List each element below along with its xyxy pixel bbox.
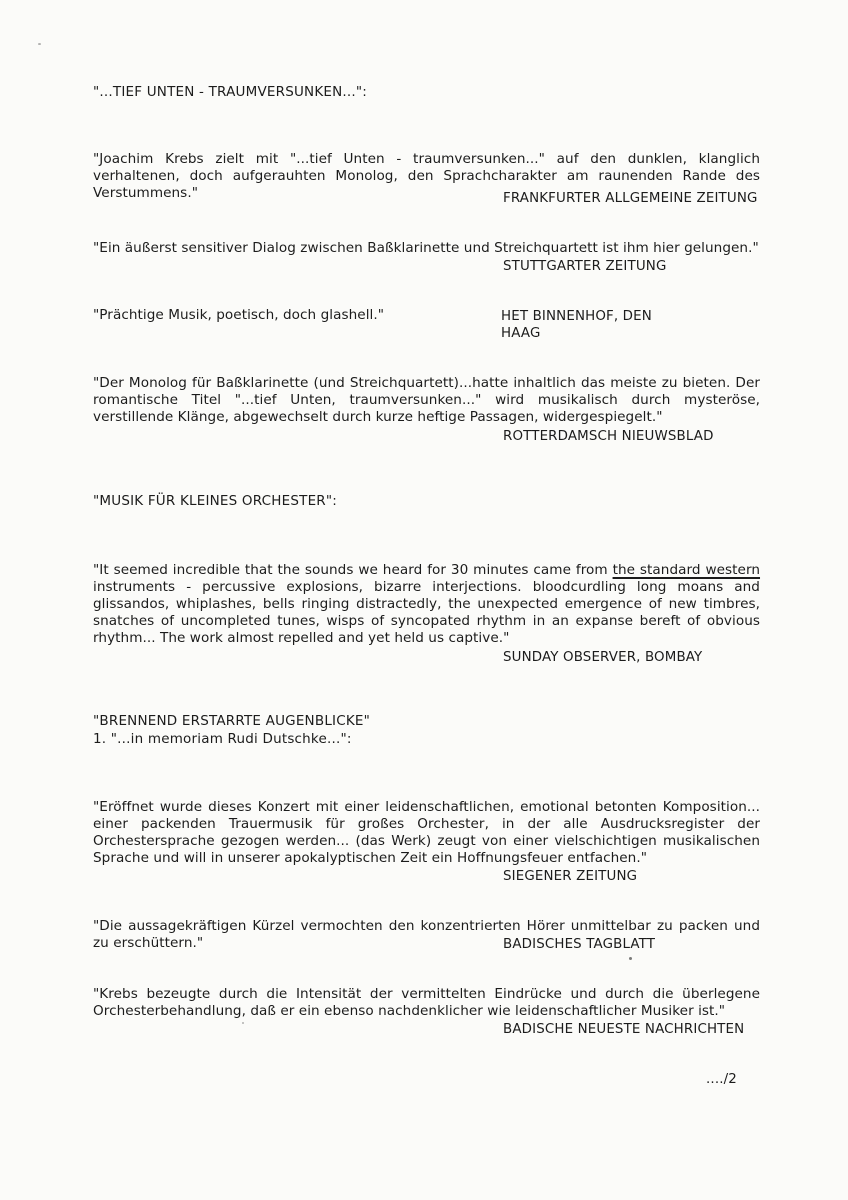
quote-text-start: "It seemed incredible that the sounds we heard for 30 minutes came from	[93, 562, 613, 578]
review-source: SIEGENER ZEITUNG	[503, 869, 638, 884]
review-source: BADISCHES TAGBLATT	[503, 937, 656, 952]
review-quote: "Der Monolog für Baßklarinette (und Streichquartett)...hatte inhaltlich das meiste zu bieten. Der romantische Titel "...tief Unten, traumversunken..." wird musikalisch durch mysteröse, verstillende Klänge, abgewechselt durch kurze heftige Passagen, widergespiegelt."	[93, 375, 760, 425]
scan-speck	[38, 43, 41, 45]
review-source: FRANKFURTER ALLGEMEINE ZEITUNG	[503, 191, 758, 206]
review-quote: "Krebs bezeugte durch die Intensität der vermittelten Eindrücke und durch die überlegene Orchesterbehandlung, daß er ein ebenso nachdenklicher wie leidenschaftlicher Musiker ist."	[93, 986, 760, 1019]
review-source: STUTTGARTER ZEITUNG	[503, 259, 667, 274]
section-heading-tief-unten: "...TIEF UNTEN - TRAUMVERSUNKEN...":	[93, 84, 368, 100]
review-source: HET BINNENHOF, DEN HAAG	[501, 309, 652, 341]
review-quote: "Ein äußerst sensitiver Dialog zwischen Baßklarinette und Streichquartett ist ihm hier gelungen."	[93, 240, 759, 256]
quote-text-end: instruments - percussive explosions, bizarre interjections. bloodcurdling long moans and glissandos, whiplashes, bells ringing distractedly, the unexpected emergence of new timbres, snatches of uncompleted tunes, wisps of syncopated rhythm in an expanse bereft of obvious rhythm... The work almost repelled and yet held us captive."	[93, 579, 760, 646]
review-source: BADISCHE NEUESTE NACHRICHTEN	[503, 1022, 745, 1037]
review-quote: "Eröffnet wurde dieses Konzert mit einer leidenschaftlichen, emotional betonten Komposition... einer packenden Trauermusik für großes Orchester, in der alle Ausdrucksregister der Orchestersprache gezogen werden... (das Werk) zeugt von einer vielschichtigen musikalischen Sprache und will in unserer apokalyptischen Zeit ein Hoffnungsfeuer entfachen."	[93, 799, 760, 866]
scan-speck	[242, 1022, 244, 1024]
review-quote	[93, 562, 760, 647]
section-subheading: 1. "...in memoriam Rudi Dutschke...":	[93, 731, 352, 747]
review-quote: "Prächtige Musik, poetisch, doch glashell."	[93, 307, 385, 323]
underlined-phrase: the standard western	[612, 562, 761, 578]
section-heading-brennend: "BRENNEND ERSTARRTE AUGENBLICKE"	[93, 713, 371, 729]
review-quote: "Joachim Krebs zielt mit "...tief Unten - traumversunken..." auf den dunklen, klanglich verhaltenen, doch aufgerauhten Monolog, den Sprachcharakter am raunenden Rande des Verstummens."	[93, 151, 760, 201]
review-source: SUNDAY OBSERVER, BOMBAY	[503, 650, 703, 665]
page-continuation-marker: ..../2	[706, 1072, 737, 1087]
review-source: ROTTERDAMSCH NIEUWSBLAD	[503, 429, 714, 444]
section-heading-musik: "MUSIK FÜR KLEINES ORCHESTER":	[93, 493, 338, 509]
review-quote: "Die aussagekräftigen Kürzel vermochten den konzentrierten Hörer unmittelbar zu packen und zu erschüttern."	[93, 918, 760, 951]
scan-speck	[629, 957, 632, 960]
